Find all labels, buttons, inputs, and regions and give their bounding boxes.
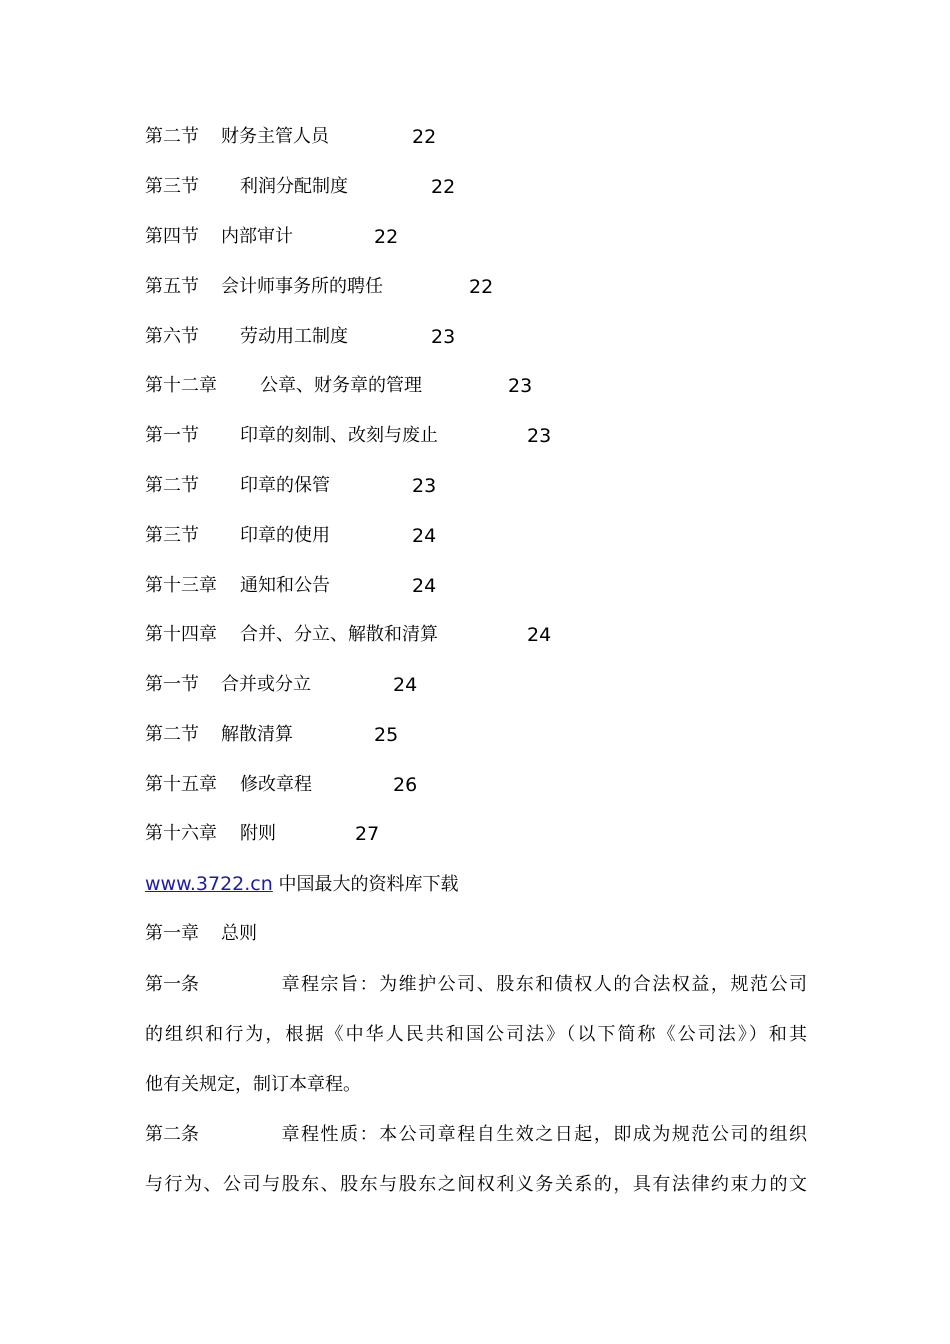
toc-entry-page: 23 [412, 475, 437, 497]
toc-entry-number: 第三节 [145, 176, 199, 197]
toc-entry-number: 第二节 [145, 475, 199, 496]
toc-entry-page: 23 [527, 425, 552, 447]
article-line: 他有关规定，制订本章程。 [145, 1074, 361, 1095]
toc-entry-page: 24 [412, 575, 437, 597]
toc-entry-title: 财务主管人员 [221, 126, 329, 147]
article-number: 第二条 [145, 1124, 199, 1145]
website-link[interactable]: www.3722.cn [145, 873, 273, 895]
toc-entry-title: 劳动用工制度 [240, 326, 348, 347]
toc-entry-number: 第一节 [145, 674, 199, 695]
toc-entry-number: 第十三章 [145, 575, 217, 596]
toc-entry-number: 第十五章 [145, 774, 217, 795]
toc-entry-number: 第六节 [145, 326, 199, 347]
toc-entry-title: 通知和公告 [240, 575, 330, 596]
toc-entry-page: 24 [527, 624, 552, 646]
toc-entry-title: 解散清算 [221, 724, 293, 745]
article-text: 章程性质：本公司章程自生效之日起，即成为规范公司的组织 [280, 1124, 807, 1145]
toc-entry-page: 27 [355, 823, 380, 845]
toc-entry-title: 公章、财务章的管理 [260, 375, 422, 396]
article-number: 第一条 [145, 974, 199, 995]
toc-entry-title: 会计师事务所的聘任 [221, 276, 383, 297]
toc-entry-page: 24 [412, 525, 437, 547]
toc-entry-page: 22 [431, 176, 456, 198]
promo-line [145, 869, 459, 899]
article-line [145, 960, 807, 1010]
toc-entry-number: 第一节 [145, 425, 199, 446]
toc-entry-page: 22 [469, 276, 494, 298]
toc-entry-page: 23 [431, 326, 456, 348]
toc-entry-title: 内部审计 [221, 226, 293, 247]
toc-entry-title: 印章的使用 [240, 525, 330, 546]
article-line [145, 1110, 807, 1160]
toc-entry-number: 第十六章 [145, 823, 217, 844]
toc-entry-page: 25 [374, 724, 399, 746]
toc-entry-page: 22 [412, 126, 437, 148]
article-line: 与行为、公司与股东、股东与股东之间权利义务关系的，具有法律约束力的文 [145, 1174, 807, 1195]
toc-entry-title: 合并、分立、解散和清算 [240, 624, 438, 645]
toc-entry-title: 印章的刻制、改刻与废止 [240, 425, 438, 446]
toc-entry-number: 第二节 [145, 724, 199, 745]
toc-entry-number: 第五节 [145, 276, 199, 297]
article-line: 的组织和行为，根据《中华人民共和国公司法》（以下简称《公司法》）和其 [145, 1024, 807, 1045]
toc-entry-title: 印章的保管 [240, 475, 330, 496]
toc-entry-number: 第四节 [145, 226, 199, 247]
toc-entry-title: 合并或分立 [221, 674, 311, 695]
toc-entry-title: 修改章程 [240, 774, 312, 795]
article-text: 章程宗旨：为维护公司、股东和债权人的合法权益，规范公司 [280, 974, 807, 995]
toc-entry-title: 利润分配制度 [240, 176, 348, 197]
toc-entry-page: 23 [508, 375, 533, 397]
toc-entry-number: 第十二章 [145, 375, 217, 396]
toc-entry-number: 第三节 [145, 525, 199, 546]
toc-entry-page: 24 [393, 674, 418, 696]
article [145, 1110, 807, 1210]
promo-text: 中国最大的资料库下载 [272, 874, 459, 895]
toc-entry-number: 第十四章 [145, 624, 217, 645]
toc-entry-title: 附则 [240, 823, 276, 844]
article [145, 960, 807, 1110]
toc-entry-page: 22 [374, 226, 399, 248]
chapter-heading [145, 919, 257, 949]
chapter-title: 总则 [221, 923, 257, 944]
toc-entry-number: 第二节 [145, 126, 199, 147]
toc-entry-page: 26 [393, 774, 418, 796]
chapter-number: 第一章 [145, 923, 199, 944]
